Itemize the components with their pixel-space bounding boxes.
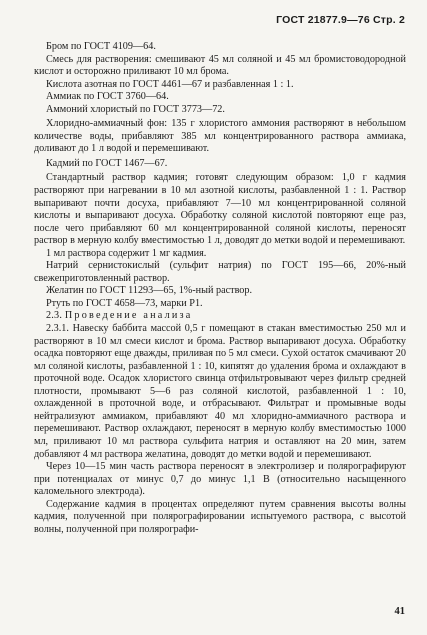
paragraph: Кадмий по ГОСТ 1467—67. xyxy=(46,157,168,169)
section-heading xyxy=(34,310,406,323)
paragraph: Аммиак по ГОСТ 3760—64. xyxy=(46,91,169,103)
paragraph: Хлоридно-аммиачный фон: 135 г хлористого аммония растворяют в небольшом количестве воды, прибавляют 385 мл концентрированного раствора аммиака, доливают до 1 л водой и перемешивают. xyxy=(34,118,406,155)
paragraph: Содержание кадмия в процентах определяют путем сравнения высоты волны кадмия, полученной при полярографировании испытуемого раствора, с высотой волны, полученной при полярографи- xyxy=(34,498,406,535)
paragraph: Аммоний хлористый по ГОСТ 3773—72. xyxy=(46,103,225,115)
paragraph: Желатин по ГОСТ 11293—65, 1%-ный раствор. xyxy=(46,285,253,297)
document-body xyxy=(34,41,406,536)
paragraph: Натрий сернистокислый (сульфит натрия) по ГОСТ 195—66, 20%-ный свежеприготовленный раствор. xyxy=(34,260,406,284)
paragraph: Бром по ГОСТ 4109—64. xyxy=(46,41,156,52)
section-number: 2.3. xyxy=(46,310,63,322)
paragraph: Стандартный раствор кадмия; готовят следующим образом: 1,0 г кадмия растворяют при нагревании в 10 мл азотной кислоты, разбавленной 1 : 1. Раствор выпаривают почти досуха, прибавляют 7—10 мл концентрированной соляной кислоты и выпаривают досуха. Обработку соляной кислотой повторяют еще раз, после чего прибавляют 60 мл концентрированной соляной кислоты, переносят раствор в мерную колбу вместимостью 1 л, доводят до метки водой и перемешивают. xyxy=(34,172,406,247)
paragraph: Ртуть по ГОСТ 4658—73, марки Р1. xyxy=(46,297,203,309)
paragraph: Кислота азотная по ГОСТ 4461—67 и разбавленная 1 : 1. xyxy=(46,78,294,90)
paragraph: 1 мл раствора содержит 1 мг кадмия. xyxy=(46,247,207,259)
page-header: ГОСТ 21877.9—76 Стр. 2 xyxy=(276,14,405,26)
section-title: Проведение анализа xyxy=(64,310,193,322)
paragraph: Смесь для растворения: смешивают 45 мл соляной и 45 мл бромистоводородной кислот и осторожно приливают 10 мл брома. xyxy=(34,53,406,78)
page-number: 41 xyxy=(394,606,405,617)
paragraph: 2.3.1. Навеску баббита массой 0,5 г помещают в стакан вместимостью 250 мл и растворяют в 10 мл смеси кислот и брома. Раствор выпаривают досуха. Обработку осадка повторяют еще дважды, приливая по 5 мл смеси. Сухой остаток смачивают 20 мл соляной кислоты, разбавленной 1 : 10, кипятят до удаления брома и охлаждают в проточной воде. Осадок хлористого свинца отфильтровывают через фильтр средней плотности, промывают 5—6 раз соляной кислотой, разбавленной 1 : 10, охлажденной в проточной воде, и отбрасывают. Фильтрат и промывные воды нейтрализуют аммиаком, прибавляют 40 мл хлоридно-аммиачного раствора и перемешивают. Раствор охлаждают, переносят в мерную колбу вместимостью 1000 мл, приливают 10 мл раствора сульфита натрия и оставляют на 20 мин, затем добавляют 4 мл раствора желатина, доводят до метки водой и перемешивают. xyxy=(34,323,406,460)
paragraph: Через 10—15 мин часть раствора переносят в электролизер и полярографируют при потенциалах от минус 0,7 до минус 1,1 В (относительно насыщенного каломельного электрода). xyxy=(34,461,406,498)
